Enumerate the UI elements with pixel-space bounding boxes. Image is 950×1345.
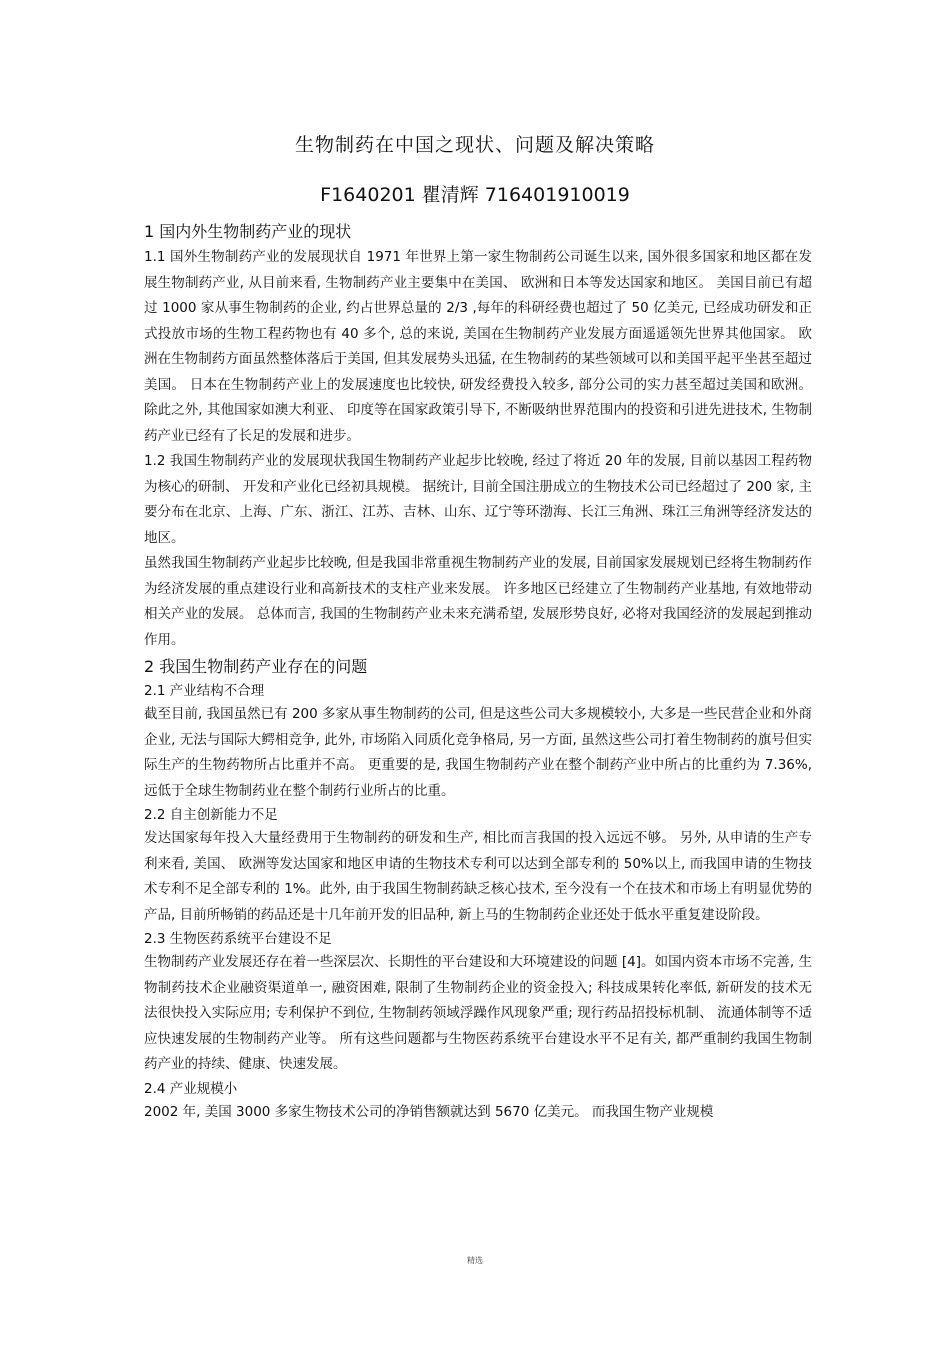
page-footer: 精选	[467, 1256, 483, 1265]
subsection-heading-2-2: 2.2 自主创新能力不足	[144, 807, 278, 823]
paragraph-1-1: 1.1 国外生物制药产业的发展现状自 1971 年世界上第一家生物制药公司诞生以来, 国外很多国家和地区都在发展生物制药产业, 从目前来看, 生物制药产业主要集中在美国、 欧洲和日本等发达国家和地区。 美国目前已有超过 1000 家从事生物制药的企业, 约占世界总量的 2/3 ,每年的科研经费也超过了 50 亿美元, 已经成功研发和正式投放市场的生物工程药物也有 40 多个, 总的来说, 美国在生物制药产业发展方面遥遥领先世界其他国家。 欧洲在生物制药方面虽然整体落后于美国, 但其发展势头迅猛, 在生物制药的某些领域可以和美国平起平坐甚至超过美国。 日本在生物制药产业上的发展速度也比较快, 研发经费投入较多, 部分公司的实力甚至超过美国和欧洲。除此之外, 其他国家如澳大利亚、 印度等在国家政策引导下, 不断吸纳世界范围内的投资和引进先进技术, 生物制药产业已经有了长足的发展和进步。	[144, 249, 812, 444]
subsection-heading-2-1: 2.1 产业结构不合理	[144, 683, 265, 699]
paragraph-2-3: 生物制药产业发展还存在着一些深层次、长期性的平台建设和大环境建设的问题 [4]。如国内资本市场不完善, 生物制药技术企业融资渠道单一, 融资困难, 限制了生物制药企业的资金投入; 科技成果转化率低, 新研发的技术无法很快投入实际应用; 专利保护不到位, 生物制药领域浮躁作风现象严重; 现行药品招投标机制、 流通体制等不适应快速发展的生物制药产业等。 所有这些问题都与生物医药系统平台建设水平不足有关, 都严重制约我国生物制药产业的持续、健康、快速发展。	[144, 954, 812, 1072]
paragraph-1-2: 1.2 我国生物制药产业的发展现状我国生物制药产业起步比较晚, 经过了将近 20 年的发展, 目前以基因工程药物为核心的研制、 开发和产业化已经初具规模。 据统计, 目前全国注册成立的生物技术公司已经超过了 200 家, 主要分布在北京、上海、广东、浙江、江苏、吉林、山东、辽宁等环渤海、长江三角洲、珠江三角洲等经济发达的地区。	[144, 453, 812, 546]
author-line: F1640201 瞿清辉 716401910019	[320, 184, 630, 206]
paragraph-2-4: 2002 年, 美国 3000 多家生物技术公司的净销售额就达到 5670 亿美元。 而我国生物产业规模	[144, 1103, 714, 1120]
section-heading-1: 1 国内外生物制药产业的现状	[144, 222, 352, 241]
subsection-heading-2-3: 2.3 生物医药系统平台建设不足	[144, 931, 332, 947]
paragraph-2-2: 发达国家每年投入大量经费用于生物制药的研发和生产, 相比而言我国的投入远远不够。 另外, 从申请的生产专利来看, 美国、 欧洲等发达国家和地区申请的生物技术专利可以达到全部专利的 50%以上, 而我国申请的生物技术专利不足全部专利的 1%。此外, 由于我国生物制药缺乏核心技术, 至今没有一个在技术和市场上有明显优势的产品, 目前所畅销的药品还是十几年前开发的旧品种, 新上马的生物制药企业还处于低水平重复建设阶段。	[144, 830, 812, 923]
document-title: 生物制药在中国之现状、问题及解决策略	[294, 134, 655, 156]
paragraph-2-1: 截至目前, 我国虽然已有 200 多家从事生物制药的公司, 但是这些公司大多规模较小, 大多是一些民营企业和外商企业, 无法与国际大鳄相竞争, 此外, 市场陷入同质化竞争格局, 另一方面, 虽然这些公司打着生物制药的旗号但实际生产的生物药物所占比重并不高。 更重要的是, 我国生物制药产业在整个制药产业中所占的比重约为 7.36%, 远低于全球生物制药业在整个制药行业所占的比重。	[144, 706, 812, 799]
document-body	[144, 218, 812, 1125]
paragraph-1-3: 虽然我国生物制药产业起步比较晚, 但是我国非常重视生物制药产业的发展, 目前国家发展规划已经将生物制药作为经济发展的重点建设行业和高新技术的支柱产业来发展。 许多地区已经建立了生物制药产业基地, 有效地带动相关产业的发展。 总体而言, 我国的生物制药产业未来充满希望, 发展形势良好, 必将对我国经济的发展起到推动作用。	[144, 555, 812, 648]
section-heading-2: 2 我国生物制药产业存在的问题	[144, 657, 368, 676]
subsection-heading-2-4: 2.4 产业规模小	[144, 1080, 238, 1097]
